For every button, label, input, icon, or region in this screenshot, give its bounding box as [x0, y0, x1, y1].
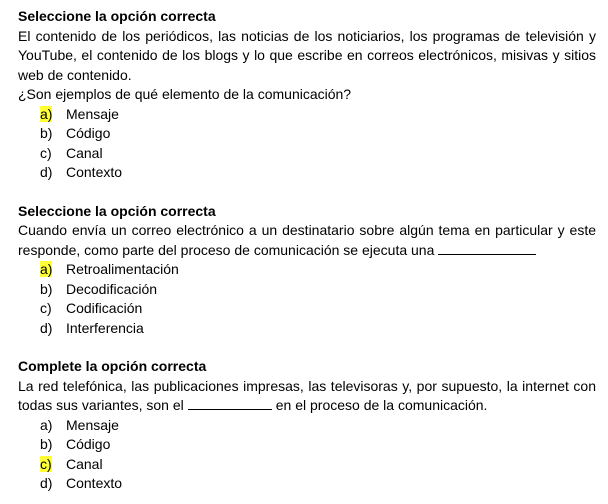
option-label: Código — [66, 436, 111, 452]
question-2 — [18, 202, 596, 339]
option-letter: b) — [40, 436, 53, 452]
option-b[interactable] — [40, 280, 596, 300]
option-d[interactable] — [40, 319, 596, 339]
question-title: Seleccione la opción correcta — [18, 8, 216, 24]
option-letter — [40, 260, 66, 280]
option-c[interactable] — [40, 299, 596, 319]
option-letter: c) — [40, 144, 52, 161]
question-1 — [18, 7, 596, 183]
option-letter — [40, 105, 66, 125]
option-label: Mensaje — [66, 105, 119, 122]
option-c[interactable] — [40, 455, 596, 475]
question-text — [18, 221, 596, 260]
option-label: Canal — [66, 144, 103, 161]
answer-blank[interactable] — [438, 242, 536, 255]
option-letter: c) — [40, 300, 52, 316]
option-letter: d) — [40, 164, 53, 180]
option-a[interactable] — [40, 416, 596, 436]
option-label: Contexto — [66, 475, 123, 491]
question-text-body: Cuando envía un correo electrónico a un destinatario sobre algún tema en particular y este responde, como parte del proceso de comunicación se ejecuta una — [18, 222, 596, 258]
highlighted-letter: c) — [40, 455, 52, 472]
option-letter: a) — [40, 416, 53, 433]
option-label: Contexto — [66, 164, 123, 180]
question-text: El contenido de los periódicos, las noticias de los noticiarios, los programas de televisión y YouTube, el contenido de los blogs y lo que escribe en correos electrónicos, misivas y sitios web de contenido. — [18, 27, 596, 83]
question-3 — [18, 357, 596, 494]
option-label: Canal — [66, 455, 103, 472]
highlighted-letter: a) — [40, 261, 53, 277]
option-letter — [40, 455, 66, 475]
option-label: Interferencia — [66, 319, 144, 336]
question-title: Seleccione la opción correcta — [18, 202, 216, 219]
question-title: Complete la opción correcta — [18, 358, 207, 374]
question-text-after: en el proceso de la comunicación. — [275, 397, 488, 413]
option-label: Código — [66, 125, 111, 141]
answer-blank[interactable] — [188, 397, 272, 410]
question-text — [18, 377, 596, 416]
option-a[interactable] — [40, 105, 596, 125]
options-list — [18, 416, 596, 494]
option-b[interactable] — [40, 435, 596, 455]
highlighted-letter: a) — [40, 105, 53, 122]
option-label: Retroalimentación — [66, 261, 179, 277]
option-a[interactable] — [40, 260, 596, 280]
option-letter: d) — [40, 319, 53, 336]
option-letter: d) — [40, 475, 53, 491]
options-list — [18, 260, 596, 338]
option-label: Mensaje — [66, 416, 119, 433]
option-letter: b) — [40, 280, 53, 297]
question-prompt: ¿Son ejemplos de qué elemento de la comunicación? — [18, 86, 352, 102]
option-c[interactable] — [40, 144, 596, 164]
option-d[interactable] — [40, 474, 596, 494]
option-label: Decodificación — [66, 280, 158, 297]
option-d[interactable] — [40, 163, 596, 183]
option-letter: b) — [40, 125, 53, 141]
option-label: Codificación — [66, 300, 143, 316]
options-list — [18, 105, 596, 183]
question-text-before: La red telefónica, las publicaciones impresas, las televisoras y, por supuesto, la internet con todas sus variantes, son el — [18, 377, 596, 413]
option-b[interactable] — [40, 124, 596, 144]
